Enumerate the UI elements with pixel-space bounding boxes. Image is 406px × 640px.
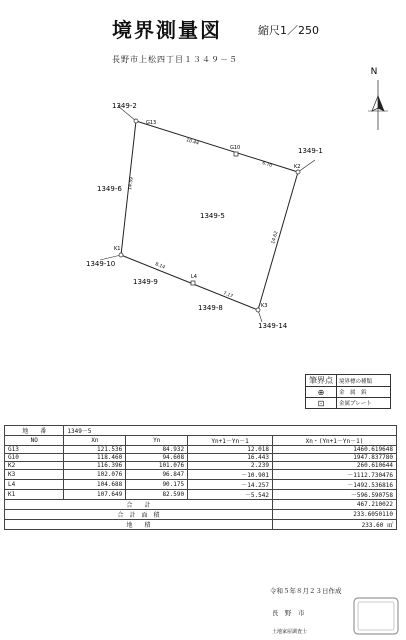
north-label: N	[370, 67, 378, 77]
point-label-k3: K3	[261, 303, 268, 309]
creation-date: 令和５年８月２３日作成	[270, 587, 342, 595]
point-label-k1: K1	[114, 246, 121, 252]
marker-legend	[305, 374, 391, 409]
table-cell: －596.590758	[272, 490, 396, 500]
table-cell: 16.443	[188, 454, 273, 462]
metal-rivet-symbol-icon: ⊕	[306, 387, 337, 398]
table-cell: K1	[5, 490, 64, 500]
parcel-number-label: 地 番	[5, 426, 64, 436]
table-row	[5, 490, 397, 500]
scale-label: 縮尺1／250	[258, 24, 319, 37]
legend-header-point: 筆界点	[306, 375, 337, 387]
parcel-label-north: 1349-2	[112, 102, 137, 110]
point-marker-g10	[234, 152, 238, 156]
surveyor-city: 長 野 市	[272, 609, 305, 617]
table-cell: 101.076	[126, 462, 188, 470]
column-header: Yn	[126, 436, 188, 446]
total-value: 467.210022	[272, 500, 396, 510]
point-label-g13: G13	[146, 120, 157, 126]
parcel-label-southwest: 1349-10	[86, 260, 116, 268]
table-cell: 84.932	[126, 446, 188, 454]
table-cell: －1112.730476	[272, 470, 396, 480]
parcel-label-southeast: 1349-8	[198, 304, 223, 312]
distance-g13-g10: 10.44	[185, 138, 200, 147]
table-row	[5, 454, 397, 462]
table-cell: －1492.536816	[272, 480, 396, 490]
column-header: Xn	[64, 436, 126, 446]
table-cell: －10.901	[188, 470, 273, 480]
north-arrow-icon	[368, 67, 388, 130]
table-cell: 104.688	[64, 480, 126, 490]
parcel-number-row	[5, 426, 397, 436]
point-label-k2: K2	[294, 164, 301, 170]
point-marker-k3	[256, 308, 260, 312]
land-area-cell	[272, 520, 396, 530]
parcel-label-west: 1349-6	[97, 185, 122, 193]
total-area-value: 233.6050110	[272, 510, 396, 520]
total-row	[5, 500, 397, 510]
table-cell: G13	[5, 446, 64, 454]
table-cell: 82.590	[126, 490, 188, 500]
column-header: NO	[5, 436, 64, 446]
distance-k1-l4: 8.14	[154, 262, 166, 271]
table-cell: 94.608	[126, 454, 188, 462]
surveyor-seal-stamp	[352, 596, 400, 636]
distance-k1-g13: 14.59	[128, 176, 135, 191]
document-title: 境界測量図	[112, 18, 222, 42]
point-label-g10: G10	[230, 145, 241, 151]
column-header: Yn+1－Yn－1	[188, 436, 273, 446]
table-cell: L4	[5, 480, 64, 490]
table-cell: 107.649	[64, 490, 126, 500]
legend-header-type: 境界標の種類	[337, 375, 391, 387]
table-cell: K2	[5, 462, 64, 470]
table-cell: 102.076	[64, 470, 126, 480]
legend-label-metal-rivet: 金 属 鋲	[337, 387, 391, 398]
parcel-number-value: 1349－5	[64, 426, 397, 436]
table-cell: 12.018	[188, 446, 273, 454]
distance-g10-k2: 6.70	[261, 161, 273, 169]
point-marker-k1	[119, 253, 123, 257]
metal-plate-symbol-icon: ⊡	[306, 398, 337, 409]
point-label-l4: L4	[191, 274, 197, 280]
total-label: 合 計	[5, 500, 273, 510]
point-marker-l4	[191, 281, 195, 285]
table-header-row	[5, 436, 397, 446]
legend-label-metal-plate: 金属プレート	[337, 398, 391, 409]
area-calculation-table	[4, 425, 397, 530]
land-area-label: 地 積	[5, 520, 273, 530]
distance-k2-k3: 14.62	[271, 230, 280, 245]
table-row	[5, 446, 397, 454]
land-area-row	[5, 520, 397, 530]
parcel-label-center: 1349-5	[200, 212, 225, 220]
point-marker-k2	[296, 170, 300, 174]
table-cell: 96.847	[126, 470, 188, 480]
table-row	[5, 470, 397, 480]
parcel-label-corner: 1349-14	[258, 322, 288, 330]
distance-l4-k3: 7.17	[222, 291, 234, 300]
table-row	[5, 480, 397, 490]
column-header: Xn・(Yn+1－Yn－1)	[272, 436, 396, 446]
parcel-label-east: 1349-1	[298, 147, 323, 155]
land-area-value: 233.60	[361, 522, 384, 529]
table-cell: －14.257	[188, 480, 273, 490]
table-cell: 1947.837780	[272, 454, 396, 462]
land-area-unit: ㎡	[386, 522, 393, 529]
table-cell: 121.536	[64, 446, 126, 454]
total-area-label: 合 計 面 積	[5, 510, 273, 520]
total-area-row	[5, 510, 397, 520]
table-cell: 1460.619648	[272, 446, 396, 454]
adjacent-boundary-east	[298, 160, 315, 172]
table-cell: 116.396	[64, 462, 126, 470]
parcel-address: 長野市上松四丁目１３４９－５	[112, 55, 238, 64]
table-cell: 2.239	[188, 462, 273, 470]
point-marker-g13	[134, 119, 138, 123]
table-row	[5, 462, 397, 470]
table-cell: 118.460	[64, 454, 126, 462]
table-cell: K3	[5, 470, 64, 480]
table-cell: －5.542	[188, 490, 273, 500]
table-cell: 260.610644	[272, 462, 396, 470]
parcel-label-south: 1349-9	[133, 278, 158, 286]
surveyor-title: 土地家屋調査士	[272, 629, 308, 635]
table-cell: 90.175	[126, 480, 188, 490]
table-cell: G10	[5, 454, 64, 462]
